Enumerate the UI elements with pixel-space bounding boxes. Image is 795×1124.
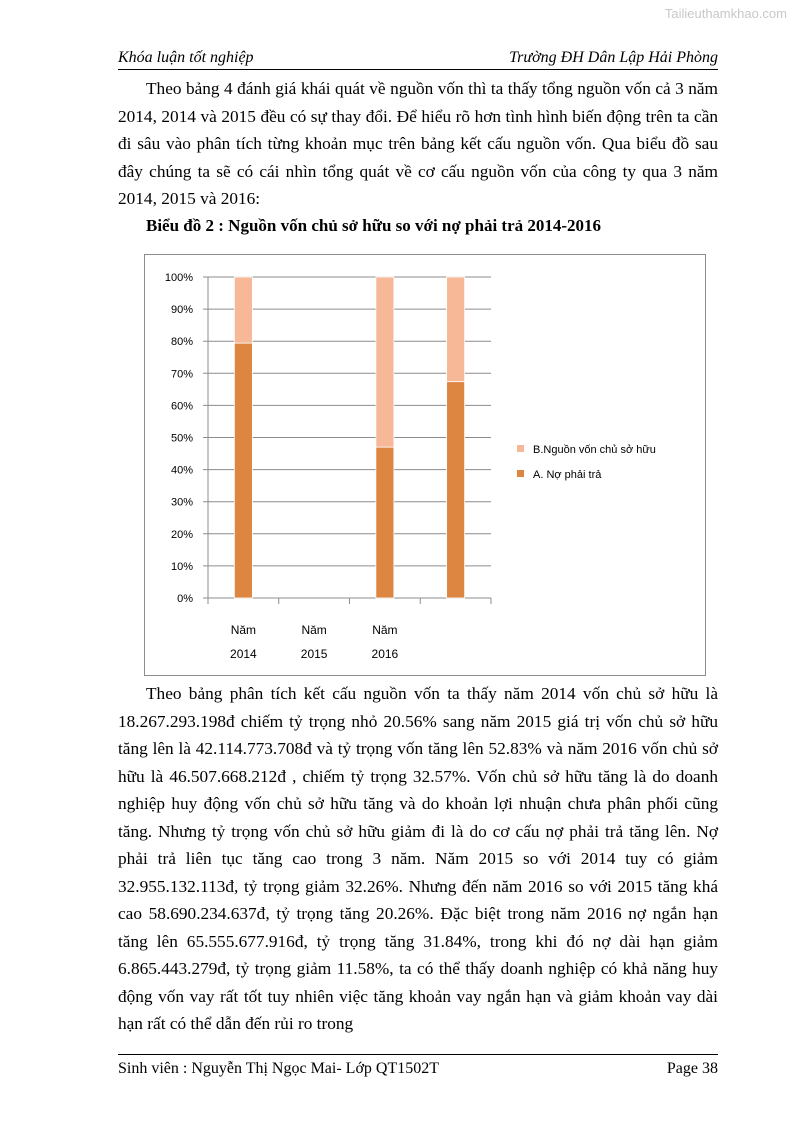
footer-right: Page 38 xyxy=(666,1060,718,1077)
page-header xyxy=(118,49,718,70)
y-tick-label: 100% xyxy=(164,272,193,284)
y-tick-label: 70% xyxy=(170,368,193,381)
bar-segment xyxy=(447,277,465,382)
y-tick-label: 30% xyxy=(170,496,193,509)
footer-left: Sinh viên : Nguyễn Thị Ngọc Mai- Lớp QT1502T xyxy=(118,1060,440,1077)
y-tick-label: 40% xyxy=(170,464,193,477)
paragraph-intro: Theo bảng 4 đánh giá khái quát về nguồn vốn thì ta thấy tổng nguồn vốn cả 3 năm 2014, 2014 và 2015 đều có sự thay đổi. Để hiểu rõ hơn tình hình biến động trên ta cần đi sâu vào phân tích từng khoản mục trên bảng kết cấu nguồn vốn. Qua biểu đồ sau đây chúng ta sẽ có cái nhìn tổng quát về cơ cấu nguồn vốn của công ty qua 3 năm 2014, 2015 và 2016: xyxy=(118,79,718,208)
header-left: Khóa luận tốt nghiệp xyxy=(118,49,254,66)
x-tick-label: Năm xyxy=(301,623,327,637)
legend-label: B.Nguồn vốn chủ sở hữu xyxy=(533,444,656,456)
paragraph-analysis: Theo bảng phân tích kết cấu nguồn vốn ta thấy năm 2014 vốn chủ sở hữu là 18.267.293.198đ chiếm tỷ trọng nhỏ 20.56% sang năm 2015 giá trị vốn chủ sở hữu tăng lên là 42.114.773.708đ và tỷ trọng vốn tăng lên 52.83% và năm 2016 vốn chủ sở hữu là 46.507.668.212đ , chiếm tỷ trọng 32.57%. Vốn chủ sở hữu tăng là do doanh nghiệp huy động vốn chủ sở hữu tăng và do khoản lợi nhuận chưa phân phối cũng tăng. Nhưng tỷ trọng vốn chủ sở hữu giảm đi là do cơ cấu nợ phải trả tăng lên. Nợ phải trả liên tục tăng cao trong 3 năm. Năm 2015 so với 2014 tuy có giảm 32.955.132.113đ, tỷ trọng giảm 32.26%. Nhưng đến năm 2016 so với 2015 tăng khá cao 58.690.234.637đ, tỷ trọng tăng 20.26%. Đặc biệt trong năm 2016 nợ ngắn hạn tăng lên 65.555.677.916đ, tỷ trọng tăng 31.84%, trong khi đó nợ dài hạn giảm 6.865.443.279đ, tỷ trọng giảm 11.58%, ta có thể thấy doanh nghiệp có khả năng huy động vốn vay rất tốt tuy nhiên việc tăng khoản vay ngắn hạn và giảm khoản vay dài hạn rất có thể dẫn đến rủi ro trong xyxy=(118,684,718,1033)
y-tick-label: 80% xyxy=(170,336,193,349)
chart-title: Biểu đồ 2 : Nguồn vốn chủ sở hữu so với nợ phải trả 2014-2016 xyxy=(146,216,602,235)
bar-segment xyxy=(376,447,394,598)
y-tick-label: 0% xyxy=(177,593,193,605)
bar-segment xyxy=(376,277,394,447)
y-tick-label: 50% xyxy=(170,432,193,445)
header-right: Trường ĐH Dân Lập Hải Phòng xyxy=(509,49,718,66)
page-footer xyxy=(118,1054,718,1079)
y-tick-label: 20% xyxy=(170,528,193,541)
x-tick-label: 2015 xyxy=(300,647,328,661)
bar-segment xyxy=(447,382,465,598)
bar-segment xyxy=(234,343,252,598)
legend-label: A. Nợ phải trả xyxy=(533,469,602,481)
legend-swatch xyxy=(517,470,524,477)
x-tick-label: Năm xyxy=(230,623,257,637)
y-tick-label: 90% xyxy=(170,304,193,317)
chart xyxy=(144,254,706,676)
watermark: Tailieuthamkhao.com xyxy=(664,6,787,21)
x-tick-label: 2016 xyxy=(371,647,399,661)
bar-segment xyxy=(234,277,252,343)
legend-swatch xyxy=(517,445,524,452)
chart-svg xyxy=(145,255,705,675)
y-tick-label: 60% xyxy=(170,400,193,413)
x-tick-label: Năm xyxy=(372,623,398,637)
x-tick-label: 2014 xyxy=(230,647,257,661)
y-tick-label: 10% xyxy=(170,560,193,573)
